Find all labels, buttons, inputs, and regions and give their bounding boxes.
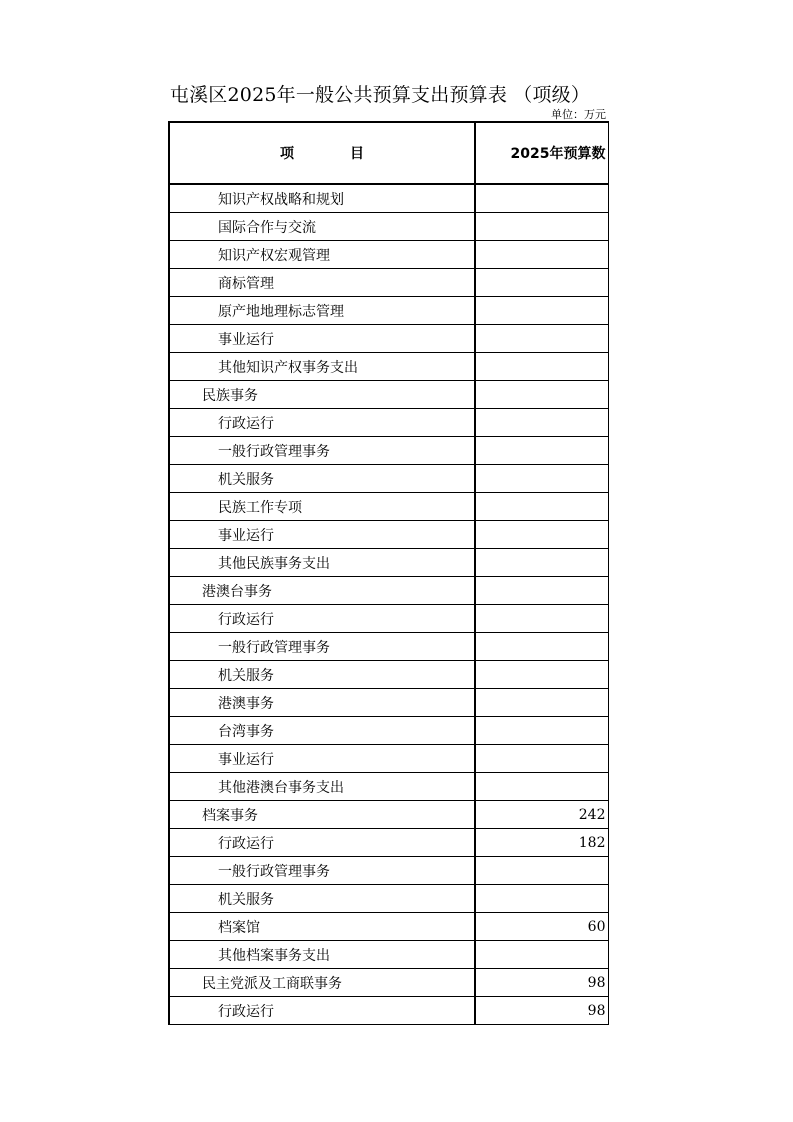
row-item-name: 行政运行 <box>169 409 475 437</box>
row-amount <box>475 213 608 241</box>
row-item-name: 港澳事务 <box>169 689 475 717</box>
row-item-name: 行政运行 <box>169 997 475 1025</box>
table-row <box>169 437 608 465</box>
row-amount <box>475 409 608 437</box>
table-row <box>169 269 608 297</box>
row-item-name: 知识产权战略和规划 <box>169 184 475 213</box>
row-item-name: 行政运行 <box>169 829 475 857</box>
header-item <box>169 122 475 184</box>
table-row <box>169 184 608 213</box>
row-item-name: 台湾事务 <box>169 717 475 745</box>
row-item-name: 其他港澳台事务支出 <box>169 773 475 801</box>
row-amount <box>475 297 608 325</box>
row-item-name: 商标管理 <box>169 269 475 297</box>
row-amount <box>475 577 608 605</box>
row-item-name: 事业运行 <box>169 325 475 353</box>
row-item-name: 行政运行 <box>169 605 475 633</box>
row-amount: 98 <box>475 997 608 1025</box>
row-amount: 182 <box>475 829 608 857</box>
table-row <box>169 493 608 521</box>
row-item-name: 民主党派及工商联事务 <box>169 969 475 997</box>
table-row <box>169 549 608 577</box>
table-row <box>169 409 608 437</box>
row-item-name: 机关服务 <box>169 885 475 913</box>
row-item-name: 原产地地理标志管理 <box>169 297 475 325</box>
table-row <box>169 857 608 885</box>
row-amount: 242 <box>475 801 608 829</box>
table-row <box>169 717 608 745</box>
table-row <box>169 885 608 913</box>
row-item-name: 其他民族事务支出 <box>169 549 475 577</box>
row-amount <box>475 437 608 465</box>
row-amount: 98 <box>475 969 608 997</box>
row-amount <box>475 857 608 885</box>
row-amount <box>475 381 608 409</box>
row-amount <box>475 689 608 717</box>
row-amount <box>475 633 608 661</box>
row-item-name: 一般行政管理事务 <box>169 857 475 885</box>
row-amount <box>475 521 608 549</box>
row-item-name: 机关服务 <box>169 661 475 689</box>
row-amount <box>475 493 608 521</box>
table-header-row <box>169 122 608 184</box>
budget-table <box>168 121 609 1025</box>
table-row <box>169 997 608 1025</box>
row-item-name: 国际合作与交流 <box>169 213 475 241</box>
table-row <box>169 577 608 605</box>
table-row <box>169 745 608 773</box>
table-row <box>169 297 608 325</box>
row-amount <box>475 465 608 493</box>
table-row <box>169 661 608 689</box>
header-item-part1: 项 <box>280 146 294 162</box>
row-item-name: 档案事务 <box>169 801 475 829</box>
row-item-name: 一般行政管理事务 <box>169 633 475 661</box>
table-row <box>169 465 608 493</box>
row-amount <box>475 717 608 745</box>
row-item-name: 民族事务 <box>169 381 475 409</box>
row-amount <box>475 773 608 801</box>
table-row <box>169 941 608 969</box>
row-amount <box>475 184 608 213</box>
table-row <box>169 605 608 633</box>
row-amount <box>475 745 608 773</box>
page-title: 屯溪区2025年一般公共预算支出预算表 （项级） <box>169 84 591 106</box>
table-row <box>169 913 608 941</box>
table-body <box>169 184 608 1025</box>
table-row <box>169 241 608 269</box>
row-item-name: 事业运行 <box>169 521 475 549</box>
table-row <box>169 633 608 661</box>
row-amount <box>475 269 608 297</box>
header-amount: 2025年预算数 <box>475 122 608 184</box>
table-row <box>169 521 608 549</box>
row-amount <box>475 241 608 269</box>
row-amount <box>475 549 608 577</box>
table-row <box>169 689 608 717</box>
row-amount <box>475 941 608 969</box>
table-row <box>169 829 608 857</box>
row-item-name: 民族工作专项 <box>169 493 475 521</box>
row-item-name: 知识产权宏观管理 <box>169 241 475 269</box>
table-row <box>169 801 608 829</box>
row-amount <box>475 885 608 913</box>
table-row <box>169 969 608 997</box>
row-item-name: 事业运行 <box>169 745 475 773</box>
row-amount <box>475 661 608 689</box>
unit-label: 单位：万元 <box>551 108 606 121</box>
row-item-name: 其他档案事务支出 <box>169 941 475 969</box>
header-item-part2: 目 <box>350 146 364 162</box>
row-item-name: 一般行政管理事务 <box>169 437 475 465</box>
row-item-name: 港澳台事务 <box>169 577 475 605</box>
row-item-name: 其他知识产权事务支出 <box>169 353 475 381</box>
table-row <box>169 773 608 801</box>
table-row <box>169 325 608 353</box>
row-amount <box>475 605 608 633</box>
row-item-name: 档案馆 <box>169 913 475 941</box>
row-amount <box>475 353 608 381</box>
row-amount <box>475 325 608 353</box>
row-item-name: 机关服务 <box>169 465 475 493</box>
table-row <box>169 353 608 381</box>
table-row <box>169 213 608 241</box>
row-amount: 60 <box>475 913 608 941</box>
table-row <box>169 381 608 409</box>
